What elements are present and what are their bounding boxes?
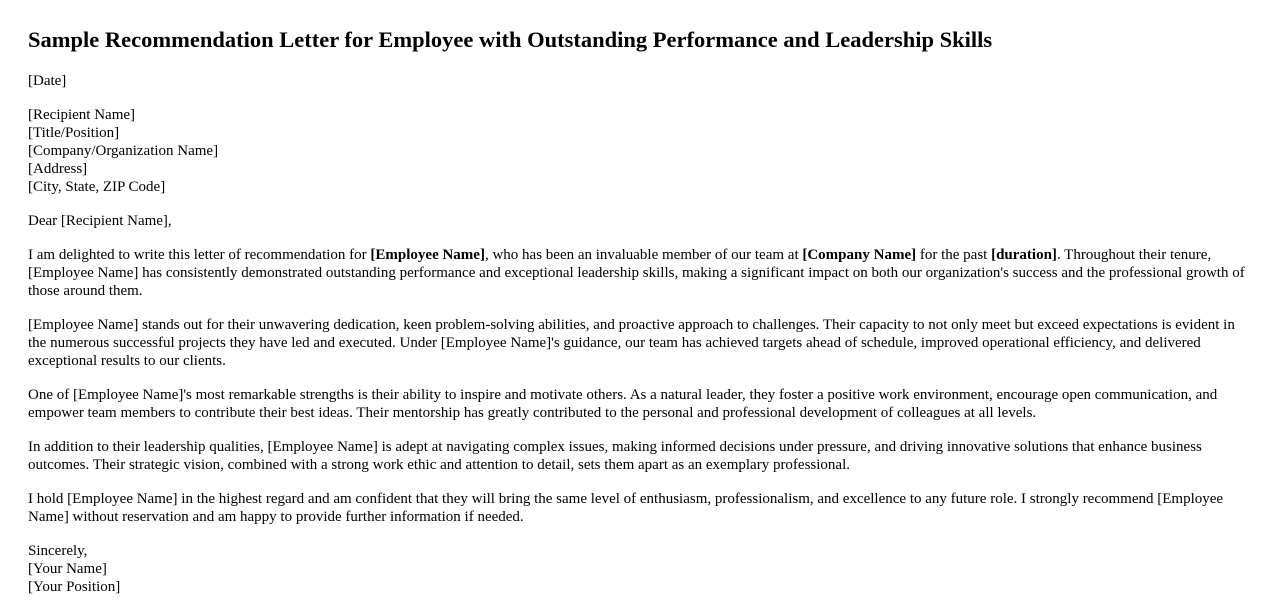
paragraph-intro [28, 246, 1250, 300]
paragraph-qualities: In addition to their leadership qualities, [Employee Name] is adept at navigating complex issues, making informed decisions under pressure, and driving innovative solutions that enhance business outcomes. Their strategic vision, combined with a strong work ethic and attention to detail, sets them apart as an exemplary professional. [28, 439, 1202, 473]
company-name-bold: [Company Name] [802, 247, 917, 263]
salutation: Dear [Recipient Name], [28, 213, 172, 229]
letter-date: [Date] [28, 73, 67, 89]
employee-name-bold: [Employee Name] [370, 247, 485, 263]
duration-bold: [duration] [991, 247, 1057, 263]
paragraph-strengths: One of [Employee Name]'s most remarkable strengths is their ability to inspire and motivate others. As a natural leader, they foster a positive work environment, encourage open communication, and empower team members to contribute their best ideas. Their mentorship has greatly contributed to the personal and professional development of colleagues at all levels. [28, 387, 1218, 421]
closing-block [28, 542, 1250, 596]
recipient-title: [Title/Position] [28, 125, 120, 141]
paragraph-dedication: [Employee Name] stands out for their unwavering dedication, keen problem-solving abilities, and proactive approach to challenges. Their capacity to not only meet but exceed expectations is evident in the numerous successful projects they have led and executed. Under [Employee Name]'s guidance, our team has achieved targets ahead of schedule, improved operational efficiency, and delivered exceptional results to our clients. [28, 317, 1235, 369]
recipient-city: [City, State, ZIP Code] [28, 179, 166, 195]
paragraph-recommendation: I hold [Employee Name] in the highest regard and am confident that they will bring the same level of enthusiasm, professionalism, and excellence to any future role. I strongly recommend [Employee Name] without reservation and am happy to provide further information if needed. [28, 491, 1224, 525]
intro-text-a: I am delighted to write this letter of recommendation for [28, 247, 371, 263]
recipient-name: [Recipient Name] [28, 107, 136, 123]
valediction: Sincerely, [28, 543, 88, 559]
signer-position: [Your Position] [28, 579, 121, 595]
recipient-block [28, 106, 1250, 196]
intro-text-c: , who has been an invaluable member of our team at [484, 247, 803, 263]
recipient-address: [Address] [28, 161, 88, 177]
intro-text-g: . Throughout their tenure, [Employee Name] has consistently demonstrated outstanding performance and exceptional leadership skills, making a significant impact on both our organization's success and the professional growth of those around them. [28, 247, 1245, 299]
intro-text-e: for the past [916, 247, 992, 263]
page-title: Sample Recommendation Letter for Employee with Outstanding Performance and Leadership Skills [28, 27, 993, 52]
recipient-company: [Company/Organization Name] [28, 143, 219, 159]
signer-name: [Your Name] [28, 561, 107, 577]
